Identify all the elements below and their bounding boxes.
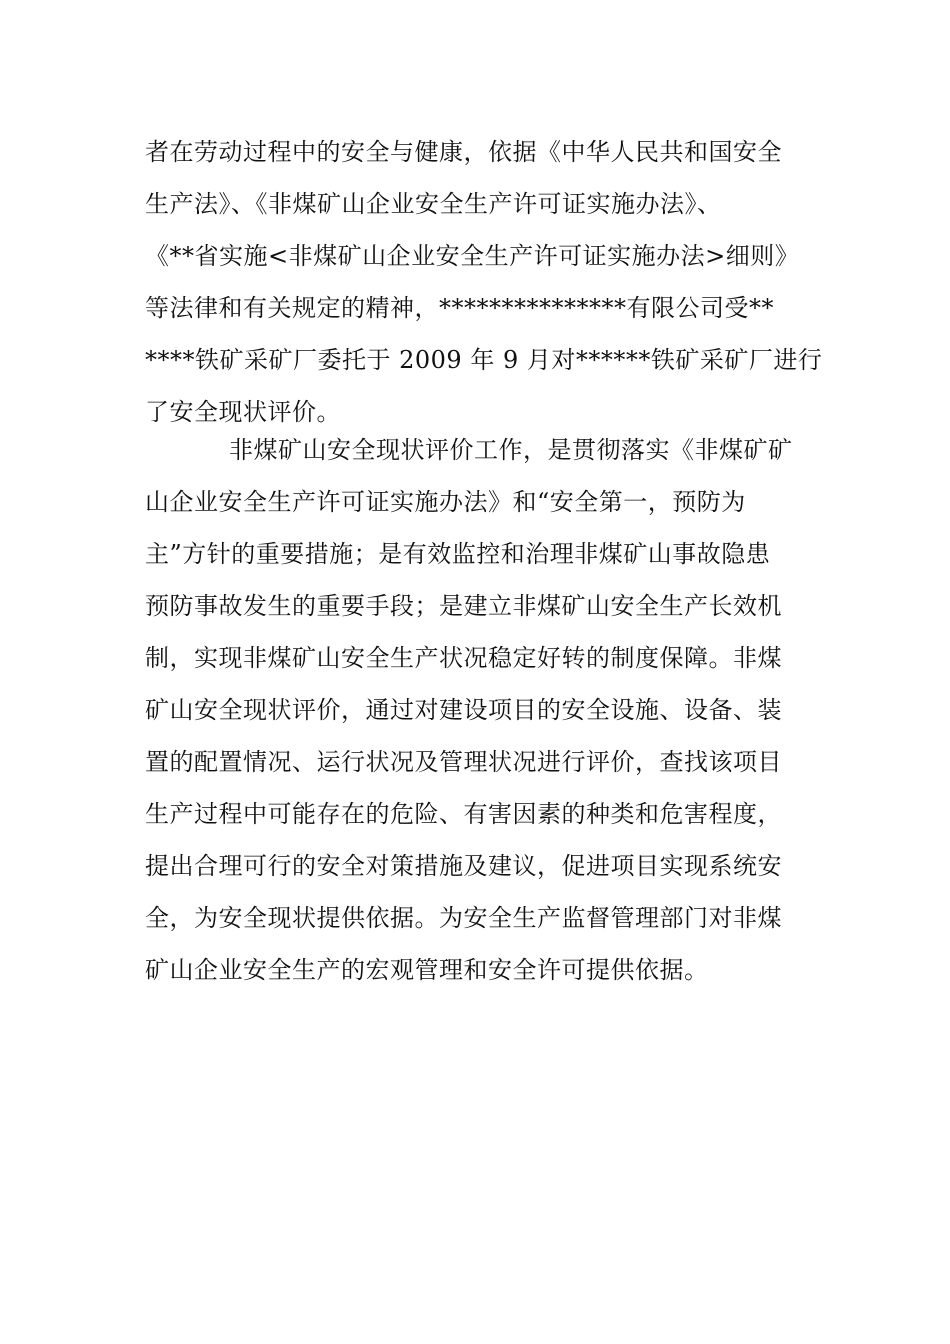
paragraph-line: 矿山企业安全生产的宏观管理和安全许可提供依据。 bbox=[145, 956, 709, 984]
paragraph-line: 等法律和有关规定的精神，***************有限公司受** bbox=[145, 294, 774, 322]
paragraph-line: 生产过程中可能存在的危险、有害因素的种类和危害程度， bbox=[145, 800, 782, 828]
paragraph-line: 《**省实施<非煤矿山企业安全生产许可证实施办法>细则》 bbox=[145, 242, 800, 270]
paragraph-line: 提出合理可行的安全对策措施及建议，促进项目实现系统安 bbox=[145, 852, 782, 880]
paragraph-line: 者在劳动过程中的安全与健康，依据《中华人民共和国安全 bbox=[145, 138, 782, 166]
paragraph-line: 全，为安全现状提供依据。为安全生产监督管理部门对非煤 bbox=[145, 904, 782, 932]
paragraph-line: 置的配置情况、运行状况及管理状况进行评价，查找该项目 bbox=[145, 748, 782, 776]
paragraph-line: ****铁矿采矿厂委托于 2009 年 9 月对******铁矿采矿厂进行 bbox=[145, 346, 823, 374]
paragraph-line: 山企业安全生产许可证实施办法》和“安全第一，预防为 bbox=[145, 488, 746, 516]
paragraph-1 bbox=[145, 126, 825, 438]
paragraph-line: 非煤矿山安全现状评价工作，是贯彻落实《非煤矿矿 bbox=[229, 436, 793, 464]
paragraph-2 bbox=[145, 424, 825, 996]
paragraph-line: 制，实现非煤矿山安全生产状况稳定好转的制度保障。非煤 bbox=[145, 644, 782, 672]
paragraph-line: 生产法》、《非煤矿山企业安全生产许可证实施办法》、 bbox=[145, 190, 722, 218]
paragraph-line: 预防事故发生的重要手段；是建立非煤矿山安全生产长效机 bbox=[145, 592, 782, 620]
paragraph-line: 了安全现状评价。 bbox=[145, 398, 341, 426]
paragraph-line: 主”方针的重要措施；是有效监控和治理非煤矿山事故隐患 bbox=[145, 540, 771, 568]
paragraph-line: 矿山安全现状评价，通过对建设项目的安全设施、设备、装 bbox=[145, 696, 782, 724]
